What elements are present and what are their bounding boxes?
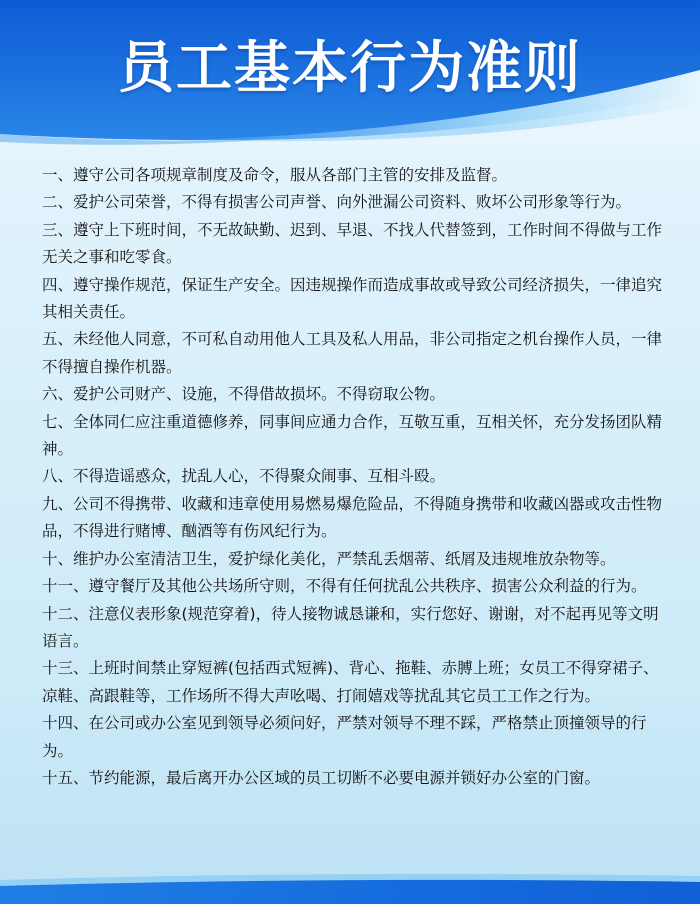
footer-band	[0, 870, 700, 904]
rule-item-6: 六、爱护公司财产、设施，不得借故损坏。不得窃取公物。	[42, 385, 446, 404]
rule-item-15: 十五、节约能源，最后离开办公区域的员工切断不必要电源并锁好办公室的门窗。	[42, 768, 601, 787]
rule-item-4: 四、遵守操作规范，保证生产安全。因违规操作而造成事故或导致公司经济损失，一律追究其相关责任。	[42, 275, 663, 322]
rules-list	[42, 162, 674, 792]
rule-item-8: 八、不得造谣惑众，扰乱人心，不得聚众闹事、互相斗殴。	[42, 467, 446, 486]
rule-item-9: 九、公司不得携带、收藏和违章使用易燃易爆危险品，不得随身携带和收藏凶器或攻击性物品，不得进行赌博、酗酒等有伤风纪行为。	[42, 494, 663, 541]
rule-item-7: 七、全体同仁应注重道德修养，同事间应通力合作，互敬互重，互相关怀，充分发扬团队精神。	[42, 412, 663, 459]
footer-wave-graphic	[0, 870, 700, 904]
rule-item-1: 一、遵守公司各项规章制度及命令，服从各部门主管的安排及监督。	[42, 166, 508, 184]
rule-item-11: 十一、遵守餐厅及其他公共场所守则，不得有任何扰乱公共秩序、损害公众利益的行为。	[42, 577, 647, 596]
page-title: 员工基本行为准则	[118, 36, 582, 101]
rule-item-10: 十、维护办公室清洁卫生，爱护绿化美化，严禁乱丢烟蒂、纸屑及违规堆放杂物等。	[42, 549, 616, 568]
rule-item-14: 十四、在公司或办公室见到领导必须问好，严禁对领导不理不踩，严格禁止顶撞领导的行为。	[42, 714, 647, 760]
rule-item-2: 二、爱护公司荣誉，不得有损害公司声誉、向外泄漏公司资料、败坏公司形象等行为。	[42, 193, 632, 212]
rule-item-13: 十三、上班时间禁止穿短裤(包括西式短裤)、背心、拖鞋、赤膊上班；女员工不得穿裙子、凉鞋、高跟鞋等，工作场所不得大声吆喝、打闹嬉戏等扰乱其它员工工作之行为。	[42, 659, 659, 705]
rule-item-3: 三、遵守上下班时间，不无故缺勤、迟到、早退、不找人代替签到，工作时间不得做与工作无关之事和吃零食。	[42, 220, 663, 267]
rule-item-5: 五、未经他人同意，不可私自动用他人工具及私人用品，非公司指定之机台操作人员，一律不得擅自操作机器。	[42, 330, 663, 376]
rule-item-12: 十二、注意仪表形象(规范穿着)，待人接物诚恳谦和，实行您好、谢谢，对不起再见等文明语言。	[42, 604, 659, 650]
header-banner	[0, 0, 700, 150]
